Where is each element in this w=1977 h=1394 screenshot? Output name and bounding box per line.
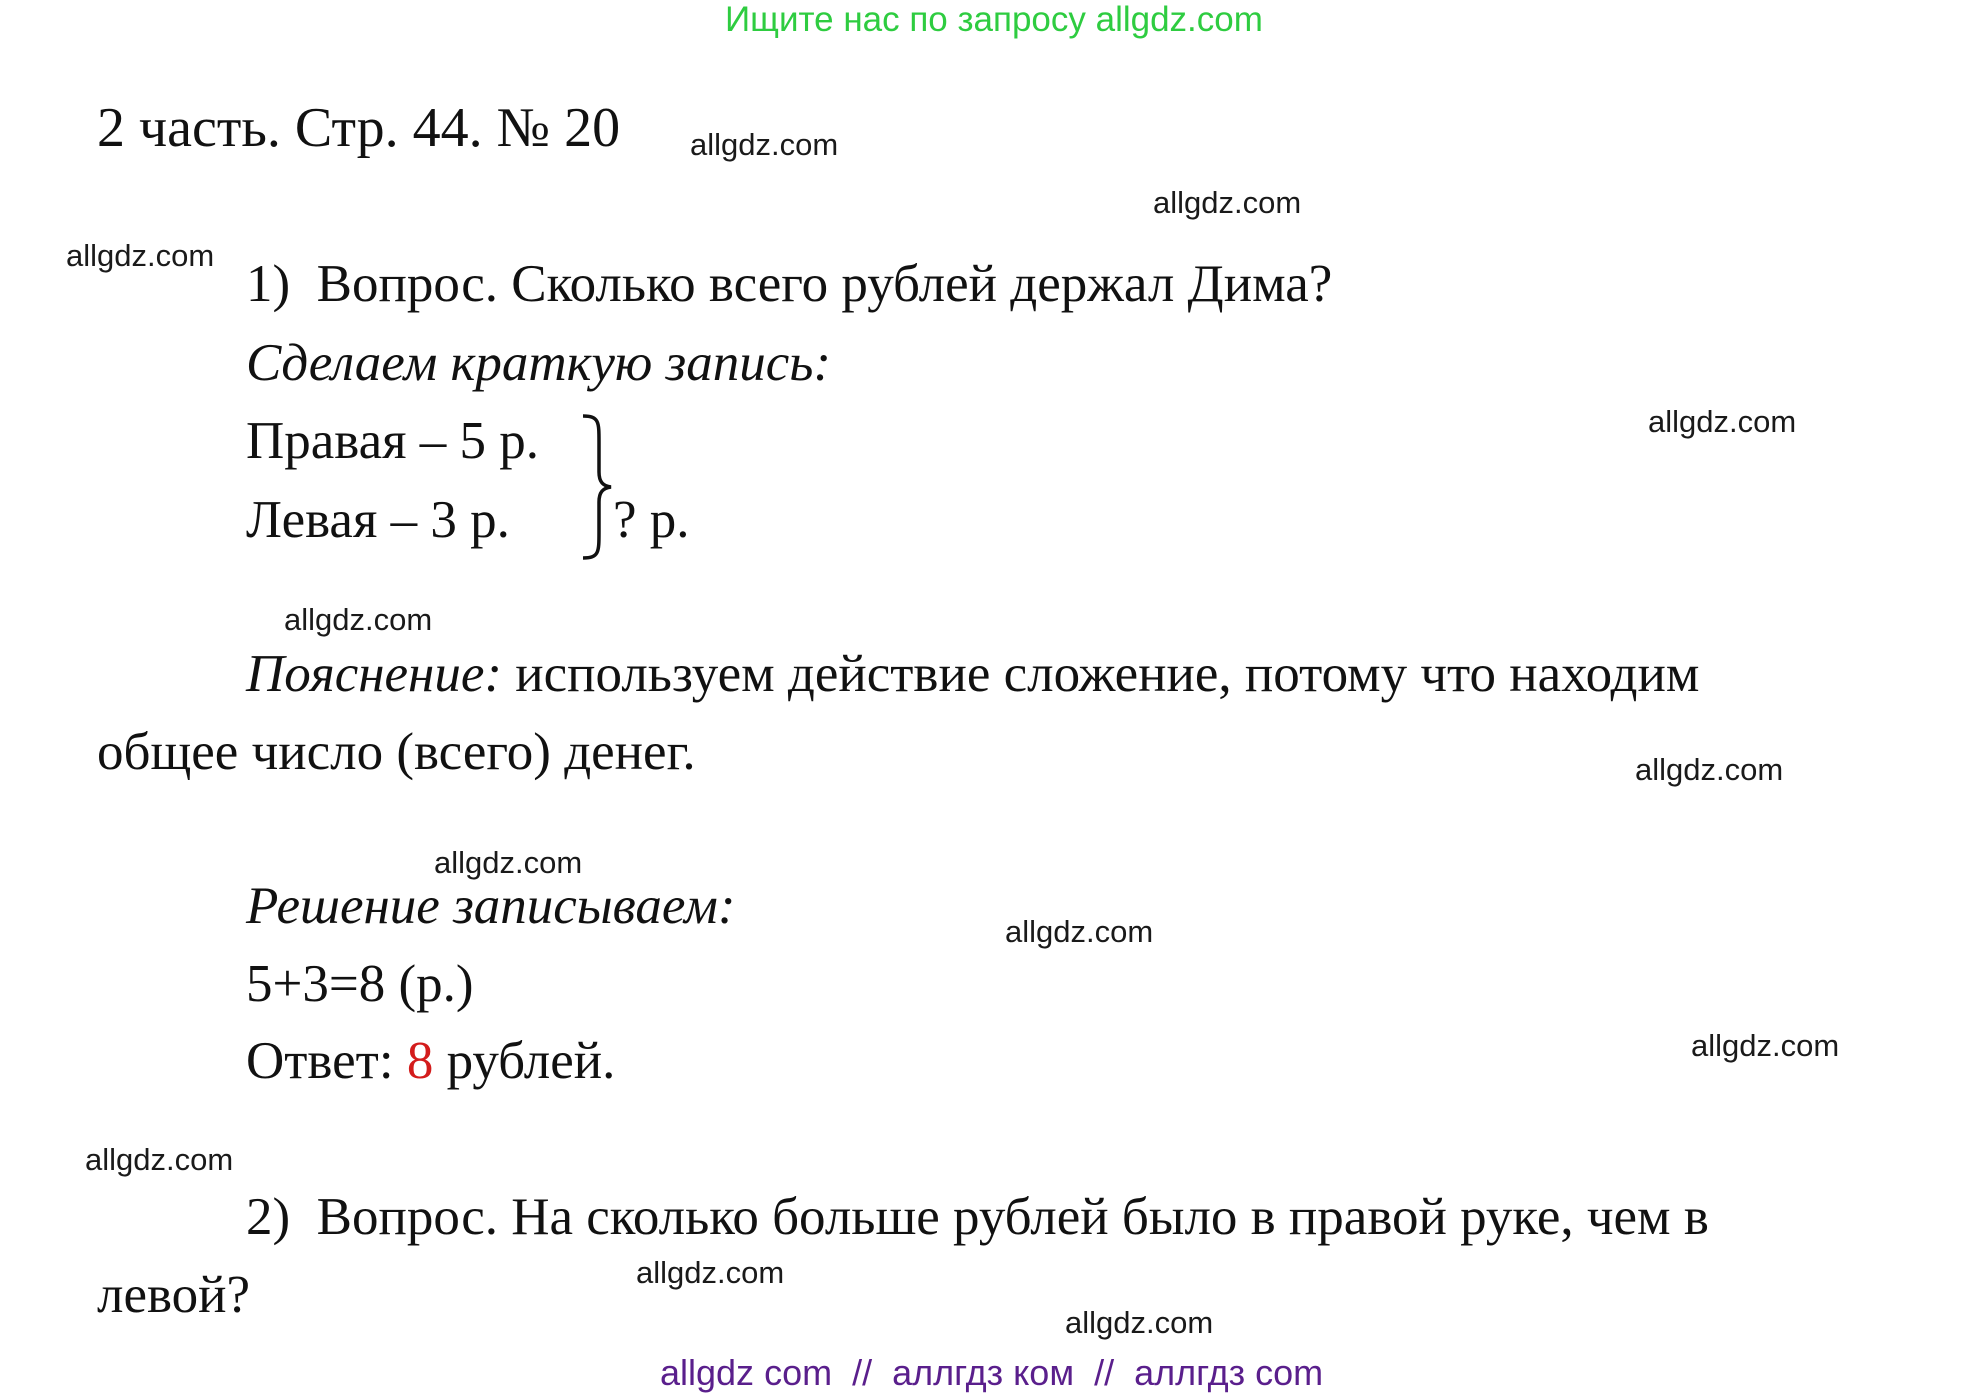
watermark: allgdz.com	[1691, 1028, 1840, 1063]
watermark: allgdz.com	[1153, 185, 1302, 220]
task2-question-continuation: левой?	[97, 1266, 251, 1324]
task1-question-text: Вопрос. Сколько всего рублей держал Дима?	[316, 255, 1333, 313]
explanation-text: используем действие сложение, потому что находим	[515, 645, 1700, 703]
solution-label: Решение записываем:	[246, 877, 736, 935]
watermark: allgdz.com	[66, 238, 215, 273]
watermark: allgdz.com	[636, 1255, 785, 1290]
watermark: allgdz.com	[284, 602, 433, 637]
footer-links[interactable]: allgdz com // аллгдз ком // аллгдз com	[660, 1352, 1324, 1393]
top-banner[interactable]: Ищите нас по запросу allgdz.com	[725, 0, 1263, 39]
page-title: 2 часть. Стр. 44. № 20	[97, 97, 621, 159]
watermark: allgdz.com	[434, 845, 583, 880]
answer-label: Ответ:	[246, 1032, 394, 1090]
explanation-label: Пояснение:	[246, 645, 503, 703]
curly-brace-icon	[577, 412, 617, 562]
task2-question-text: Вопрос. На сколько больше рублей было в правой руке, чем в	[316, 1188, 1709, 1246]
watermark: allgdz.com	[1065, 1305, 1214, 1340]
answer-unit: рублей.	[446, 1032, 616, 1090]
watermark: allgdz.com	[1005, 914, 1154, 949]
watermark: allgdz.com	[690, 127, 839, 162]
left-hand-line: Левая – 3 р.	[246, 491, 510, 549]
equation: 5+3=8 (р.)	[246, 955, 474, 1013]
short-note-label: Сделаем краткую запись:	[246, 334, 832, 392]
explanation-line	[246, 644, 1699, 704]
task2-number: 2)	[246, 1188, 291, 1246]
right-hand-line: Правая – 5 р.	[246, 412, 540, 470]
task1-question	[246, 254, 1332, 314]
answer-line	[246, 1031, 615, 1091]
answer-value: 8	[406, 1032, 434, 1090]
explanation-continuation: общее число (всего) денег.	[97, 723, 696, 781]
watermark: allgdz.com	[1635, 752, 1784, 787]
task1-number: 1)	[246, 255, 291, 313]
task2-question	[246, 1187, 1709, 1247]
watermark: allgdz.com	[1648, 404, 1797, 439]
total-question: ? р.	[613, 491, 690, 549]
watermark: allgdz.com	[85, 1142, 234, 1177]
